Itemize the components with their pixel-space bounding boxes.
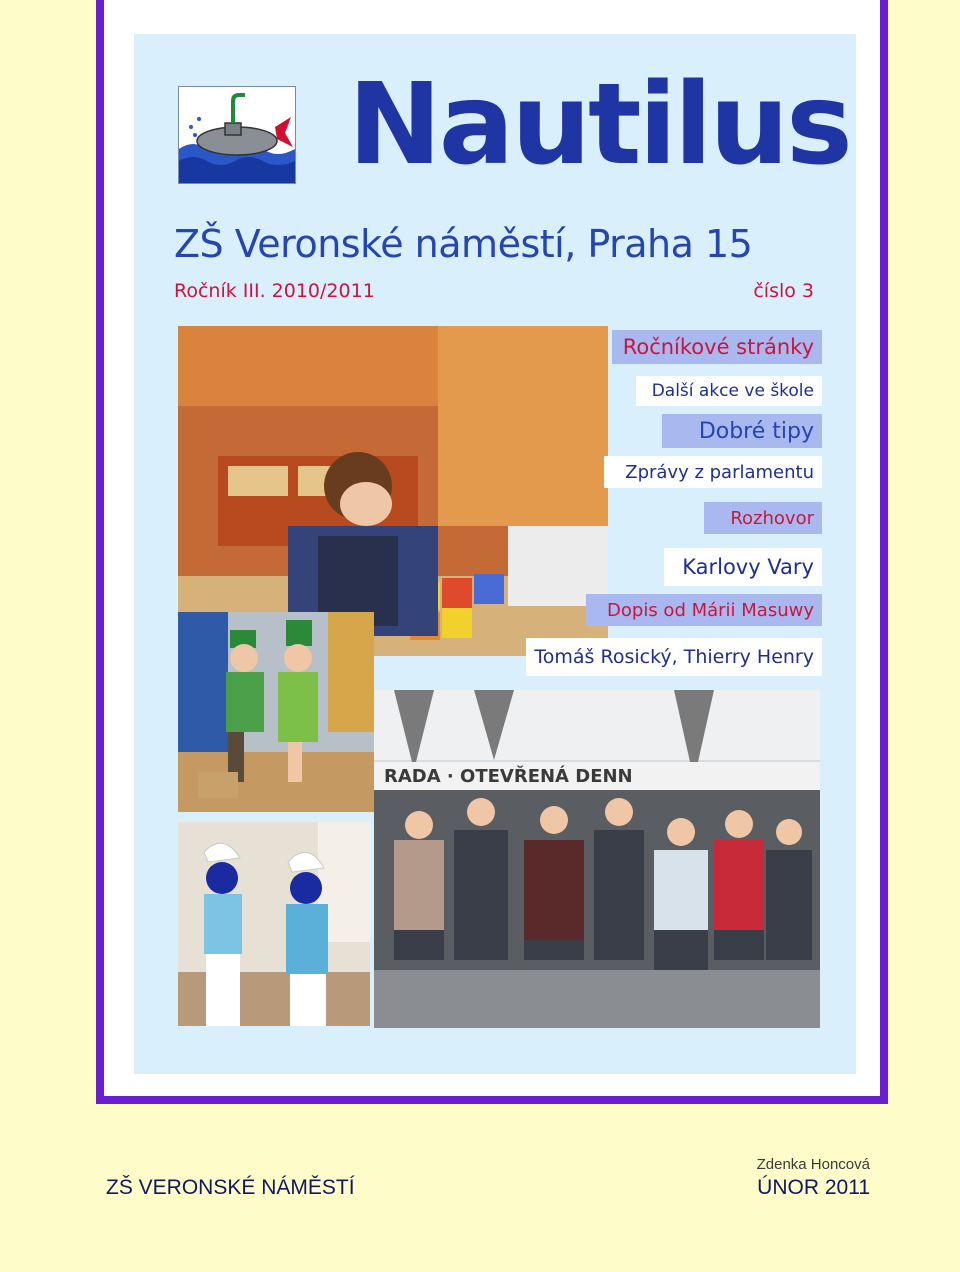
volume-label: Ročník III. 2010/2011 bbox=[174, 280, 375, 302]
footer-date: ÚNOR 2011 bbox=[757, 1176, 870, 1199]
footer-school: ZŠ VERONSKÉ NÁMĚSTÍ bbox=[106, 1176, 355, 1199]
svg-text:RADA · OTEVŘENÁ DENN: RADA · OTEVŘENÁ DENN bbox=[384, 766, 633, 787]
issue-number: číslo 3 bbox=[753, 280, 814, 302]
toc-item-dobre-tipy[interactable] bbox=[662, 414, 822, 448]
magazine-title: Nautilus bbox=[348, 60, 850, 190]
toc-item-label: Tomáš Rosický, Thierry Henry bbox=[534, 646, 814, 668]
toc-item-label: Zprávy z parlamentu bbox=[625, 461, 814, 483]
toc-item-label: Ročníkové stránky bbox=[622, 335, 814, 359]
toc-item-label: Rozhovor bbox=[730, 507, 814, 529]
toc-item-label: Další akce ve škole bbox=[651, 381, 814, 401]
toc-item-dalsi-akce[interactable] bbox=[636, 376, 822, 406]
footer-author: Zdenka Honcová bbox=[756, 1156, 870, 1173]
photo-smurf-costumes bbox=[178, 822, 370, 1026]
toc-item-rocnikove-stranky[interactable] bbox=[612, 330, 822, 364]
toc-item-rozhovor[interactable] bbox=[704, 502, 822, 534]
toc-item-label: Dopis od Márii Masuwy bbox=[607, 599, 814, 621]
school-name: ZŠ Veronské náměstí, Praha 15 bbox=[174, 222, 753, 266]
toc-item-rosicky-henry[interactable] bbox=[526, 638, 822, 676]
photo-group-of-pupils bbox=[374, 690, 820, 1028]
photo-kids-in-green bbox=[178, 612, 374, 812]
toc-item-label: Karlovy Vary bbox=[682, 555, 814, 579]
submarine-logo-icon bbox=[178, 86, 296, 184]
toc-item-karlovy-vary[interactable] bbox=[664, 548, 822, 586]
toc-item-zpravy-z-parlamentu[interactable] bbox=[604, 456, 822, 488]
photo-boy-with-blocks bbox=[178, 326, 608, 656]
toc-item-label: Dobré tipy bbox=[698, 418, 814, 444]
toc-item-dopis-od-marii-masuwy[interactable] bbox=[586, 594, 822, 626]
